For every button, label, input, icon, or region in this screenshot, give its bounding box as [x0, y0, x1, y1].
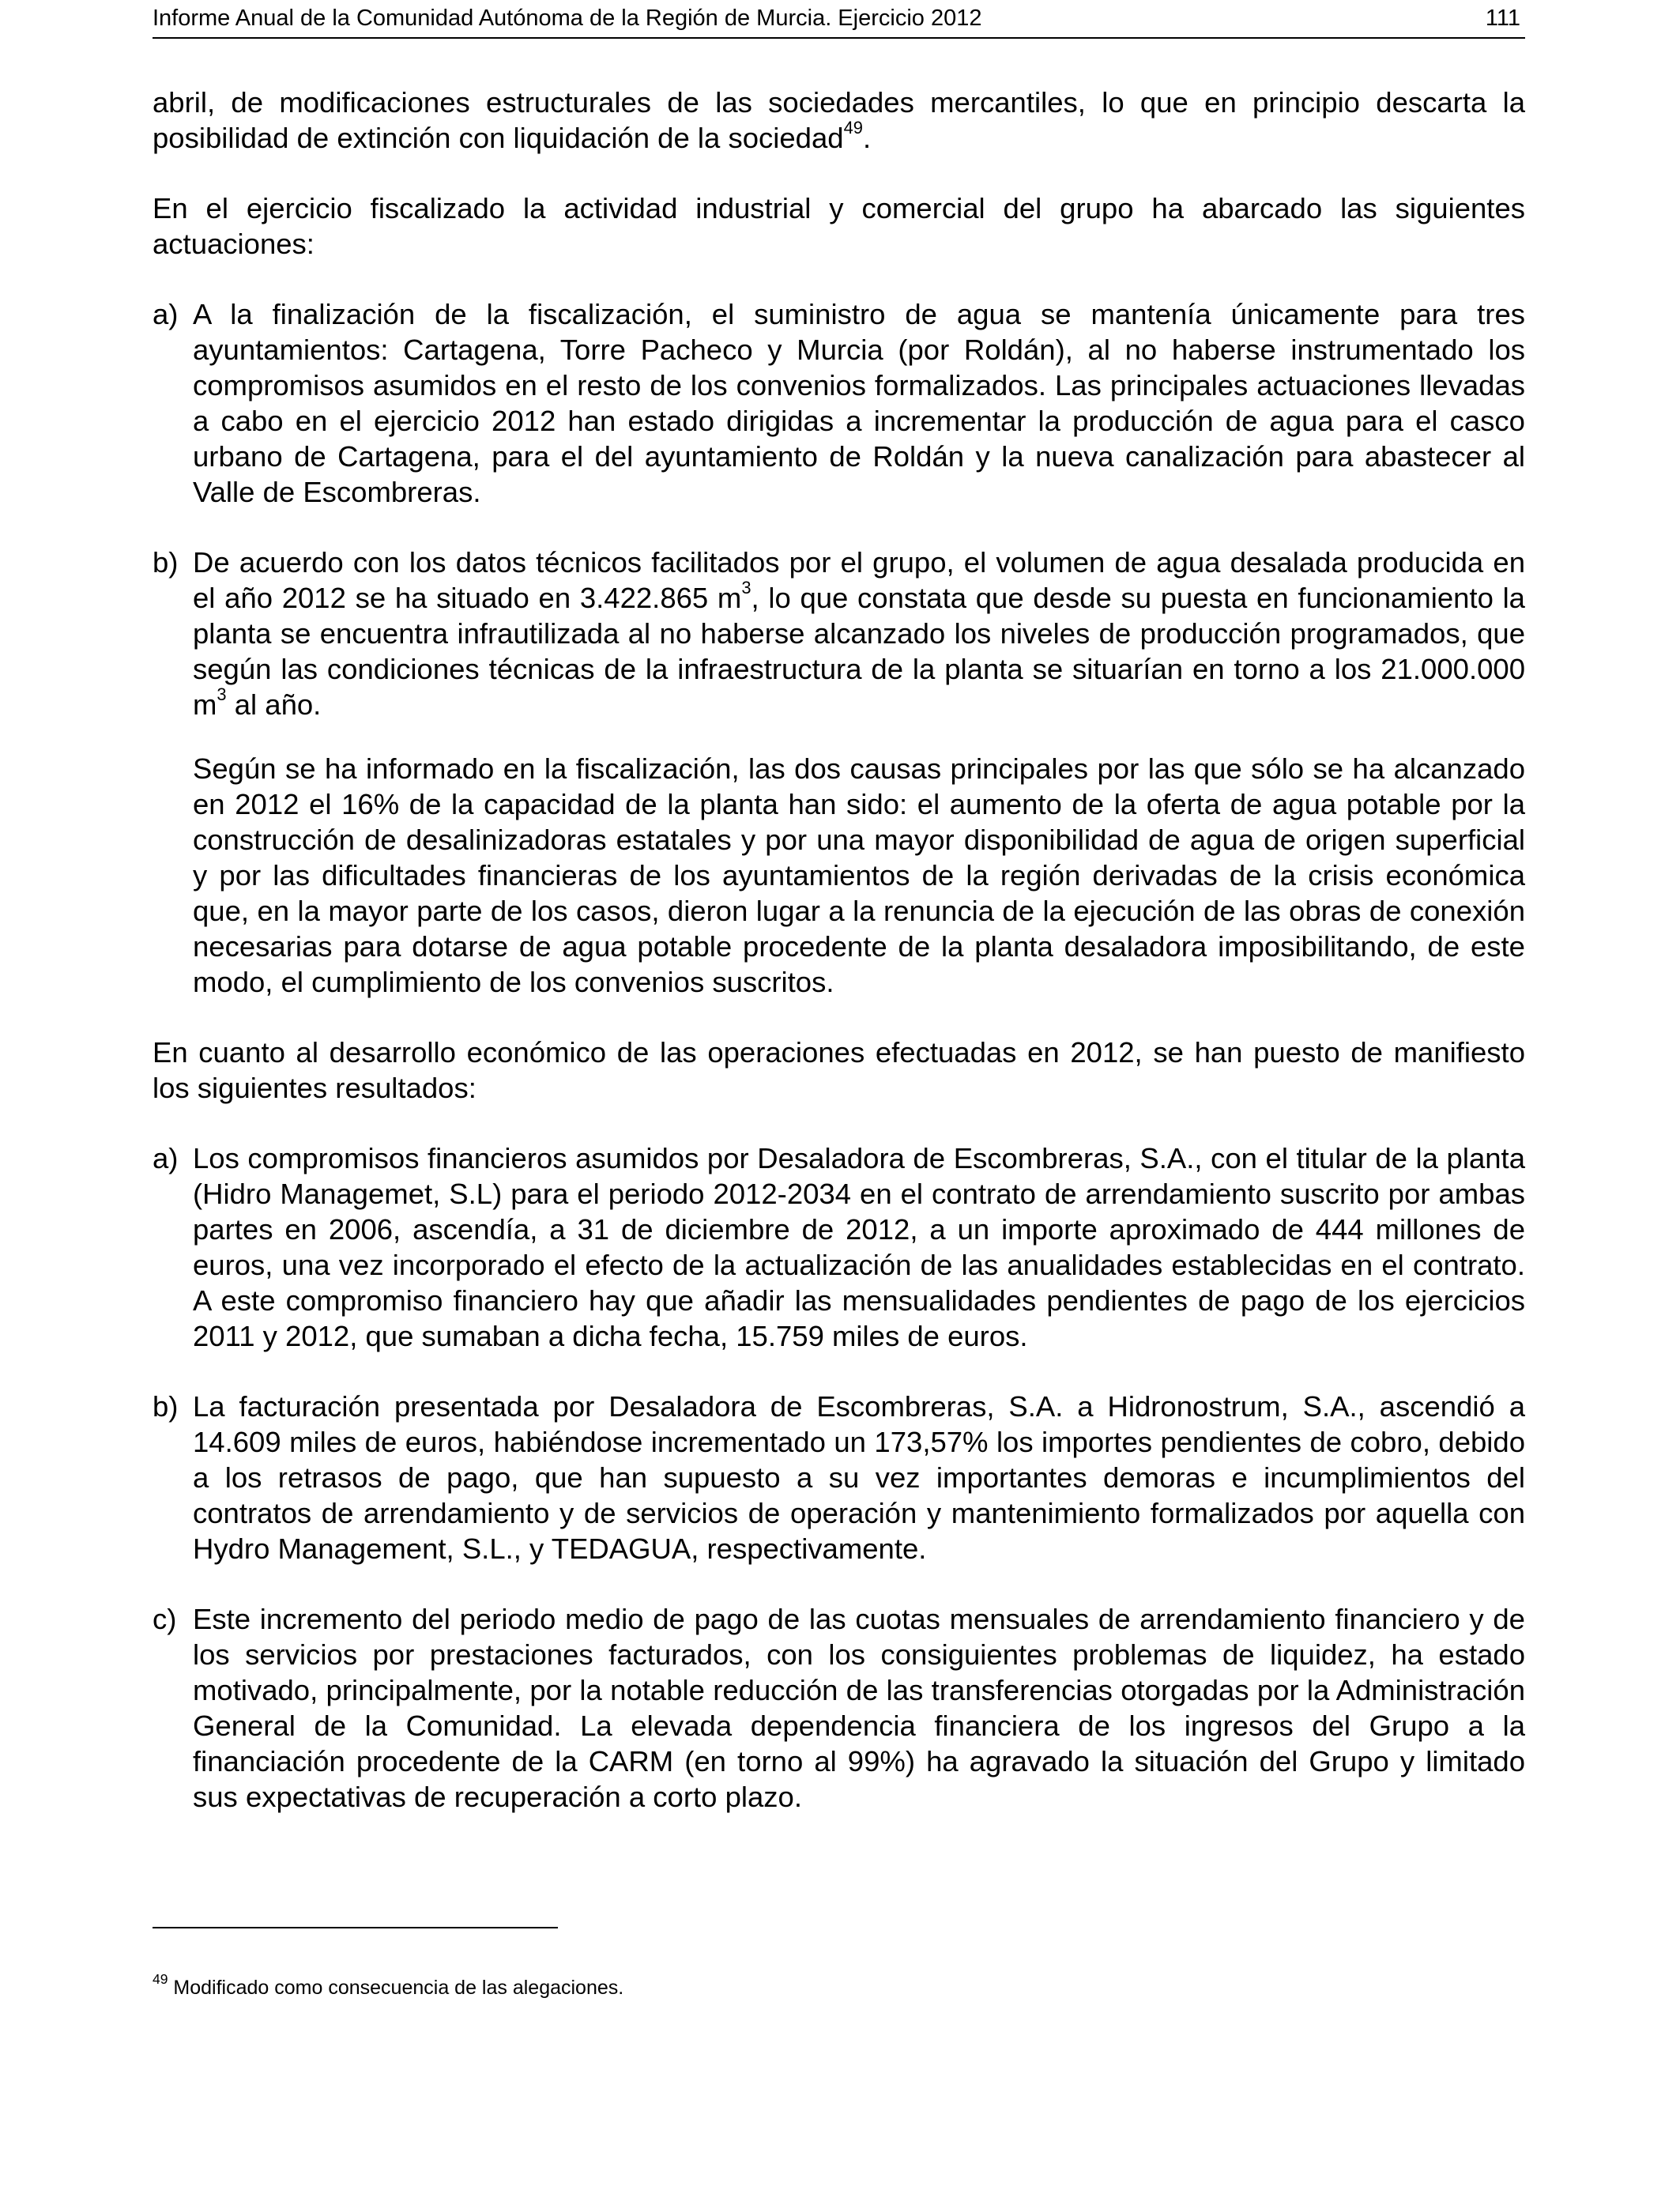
superscript: 3 [217, 684, 227, 705]
paragraph-results: En cuanto al desarrollo económico de las operaciones efectuadas en 2012, se han puesto de manifiesto los siguientes resultados: [153, 1036, 1525, 1104]
list-item-text-part: , lo que constata que desde su puesta en funcionamiento la planta se encuentra infrautilizada al no haberse alcanzado los niveles de producción programados, que según las condiciones técnicas de la infraestructura de la planta se situarían en torno a los 21.000.000 m [193, 582, 1525, 721]
list-item [153, 296, 1525, 510]
superscript: 3 [741, 578, 751, 598]
paragraph-intro [153, 85, 1525, 156]
list-item-text [193, 545, 1525, 722]
footnote-number: 49 [153, 1971, 168, 1988]
list-item [153, 1389, 1525, 1566]
list-item [153, 545, 1525, 722]
paragraph-intro-text: abril, de modificaciones estructurales de las sociedades mercantiles, lo que en principio descarta la posibilidad de extinción con liquidación de la sociedad [153, 86, 1525, 154]
list-item-text: La facturación presentada por Desaladora de Escombreras, S.A. a Hidronostrum, S.A., ascendió a 14.609 miles de euros, habiéndose incrementado un 173,57% los importes pendientes de cobro, debido a los retrasos de pago, que han supuesto a su vez importantes demoras e incumplimientos del contratos de arrendamiento y de servicios de operación y mantenimiento formalizados por aquella con Hydro Management, S.L., y TEDAGUA, respectivamente. [193, 1390, 1525, 1565]
footnote [153, 1971, 624, 2000]
list-item [153, 1601, 1525, 1815]
page-header [153, 0, 1525, 39]
list-item-label: a) [153, 298, 179, 330]
list-item [153, 1140, 1525, 1354]
page-number: 111 [1485, 6, 1520, 31]
list-item-text: Los compromisos financieros asumidos por Desaladora de Escombreras, S.A., con el titular de la planta (Hidro Managemet, S.L) para el periodo 2012-2034 en el contrato de arrendamiento suscrito por ambas partes en 2006, ascendía, a 31 de diciembre de 2012, a un importe aproximado de 444 millones de euros, una vez incorporado el efecto de la actualización de las anualidades establecidas en el contrato. A este compromiso financiero hay que añadir las mensualidades pendientes de pago de los ejercicios 2011 y 2012, que sumaban a dicha fecha, 15.759 miles de euros. [193, 1142, 1525, 1352]
list-item-label: b) [153, 546, 179, 579]
list-item-label: a) [153, 1142, 179, 1174]
list-item-continuation: Según se ha informado en la fiscalización, las dos causas principales por las que sólo se ha alcanzado en 2012 el 16% de la capacidad de la planta han sido: el aumento de la oferta de agua potable por la construcción de desalinizadoras estatales y por una mayor disponibilidad de agua de origen superficial y por las dificultades financieras de los ayuntamientos de la región derivadas de la crisis económica que, en la mayor parte de los casos, dieron lugar a la renuncia de la ejecución de las obras de conexión necesarias para dotarse de agua potable procedente de la planta desaladora imposibilitando, de este modo, el cumplimiento de los convenios suscritos. [193, 752, 1525, 998]
list-item-text: Este incremento del periodo medio de pago de las cuotas mensuales de arrendamiento financiero y de los servicios por prestaciones facturados, con los consiguientes problemas de liquidez, ha estado motivado, principalmente, por la notable reducción de las transferencias otorgadas por la Administración General de la Comunidad. La elevada dependencia financiera de los ingresos del Grupo a la financiación procedente de la CARM (en torno al 99%) ha agravado la situación del Grupo y limitado sus expectativas de recuperación a corto plazo. [193, 1603, 1525, 1813]
header-title: Informe Anual de la Comunidad Autónoma de la Región de Murcia. Ejercicio 2012 [153, 6, 982, 31]
list-item-text-part: al año. [226, 688, 322, 721]
paragraph-activities: En el ejercicio fiscalizado la actividad industrial y comercial del grupo ha abarcado las siguientes actuaciones: [153, 192, 1525, 260]
paragraph-intro-end: . [862, 122, 872, 154]
footnote-text: Modificado como consecuencia de las alegaciones. [173, 1977, 624, 1999]
list-item-label: c) [153, 1603, 177, 1635]
footnote-separator [153, 1927, 558, 1928]
list-item-text: A la finalización de la fiscalización, el suministro de agua se mantenía únicamente para tres ayuntamientos: Cartagena, Torre Pacheco y Murcia (por Roldán), al no haberse instrumentado los compromisos asumidos en el resto de los convenios formalizados. Las principales actuaciones llevadas a cabo en el ejercicio 2012 han estado dirigidas a incrementar la producción de agua para el casco urbano de Cartagena, para el del ayuntamiento de Roldán y la nueva canalización para abastecer al Valle de Escombreras. [193, 298, 1525, 508]
footnote-ref[interactable]: 49 [843, 118, 863, 138]
list-item-text-part: De acuerdo con los datos técnicos facilitados por el grupo, el volumen de agua desalada producida en el año 2012 se ha situado en 3.422.865 m [193, 546, 1525, 614]
document-body [153, 85, 1525, 1849]
list-item-label: b) [153, 1390, 179, 1423]
